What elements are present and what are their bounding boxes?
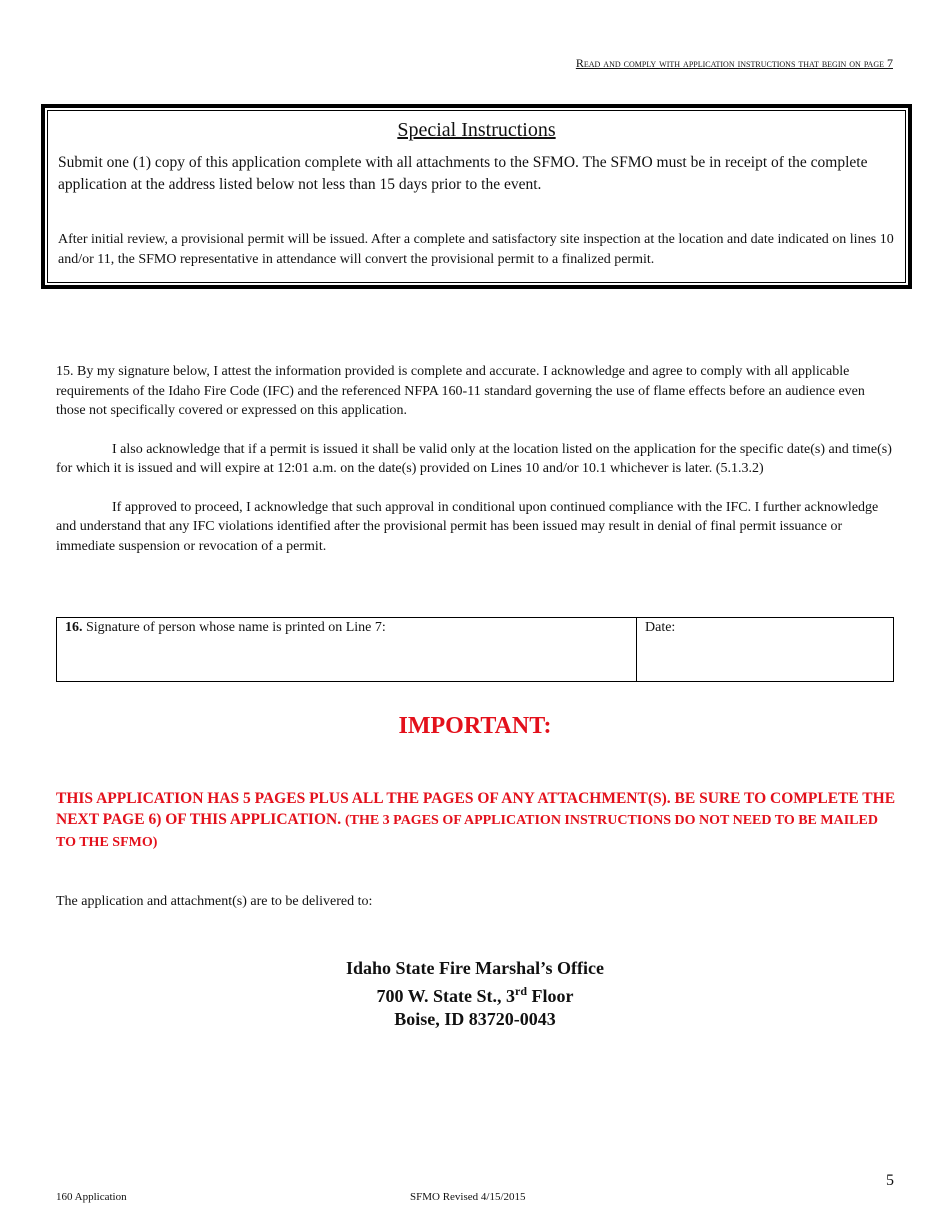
signature-table bbox=[56, 617, 894, 682]
attestation-paragraph-3: If approved to proceed, I acknowledge that such approval in conditional upon continued compliance with the IFC. I further acknowledge and understand that any IFC violations identified after the provisional permit has been issued may result in denial of final permit issuance or immediate suspension or revocation of a permit. bbox=[56, 499, 879, 554]
special-instructions-box bbox=[41, 104, 912, 289]
address-line-2: 700 W. State St., 3rd Floor bbox=[376, 984, 574, 1006]
instructions-reference-note: Read and comply with application instructions that begin on page 7 bbox=[575, 56, 893, 70]
important-warning bbox=[56, 788, 896, 853]
footer-revision: SFMO Revised 4/15/2015 bbox=[410, 1191, 526, 1203]
delivery-instructions: The application and attachment(s) are to be delivered to: bbox=[56, 894, 373, 909]
date-label: Date: bbox=[645, 620, 676, 635]
attestation-section bbox=[56, 362, 894, 575]
signature-field[interactable] bbox=[57, 618, 637, 681]
special-instructions-paragraph-1: Submit one (1) copy of this application complete with all attachments to the SFMO. The SFMO must be in receipt of the complete application at the address listed below not less than 15 days prior to the event. bbox=[58, 154, 868, 193]
signature-line-number: 16. bbox=[65, 620, 83, 635]
important-warning-main: THIS APPLICATION HAS 5 PAGES PLUS ALL THE PAGES OF ANY ATTACHMENT(S). BE SURE TO COMPLETE THE NEXT PAGE 6) OF THIS APPLICATION. bbox=[56, 790, 896, 828]
page-number: 5 bbox=[886, 1172, 894, 1189]
attestation-paragraph-1: 15. By my signature below, I attest the information provided is complete and accurate. I acknowledge and agree to comply with all applicable requirements of the Idaho Fire Code (IFC) and the referenced NFPA 160-11 standard governing the use of flame effects before an audience even those not specifically covered or expressed on this application. bbox=[56, 364, 865, 418]
special-instructions-title: Special Instructions bbox=[397, 119, 556, 141]
special-instructions-paragraph-2: After initial review, a provisional permit will be issued. After a complete and satisfactory site inspection at the location and date indicated on lines 10 and/or 11, the SFMO representative in attendance will convert the provisional permit to a finalized permit. bbox=[58, 232, 894, 267]
signature-label: Signature of person whose name is printed on Line 7: bbox=[86, 620, 386, 635]
attestation-paragraph-2: I also acknowledge that if a permit is issued it shall be valid only at the location listed on the application for the specific date(s) and time(s) for which it is issued and will expire at 12:01 a.m. on the date(s) provided on Lines 10 and/or 10.1 whichever is later. (5.1.3.2) bbox=[56, 441, 892, 476]
address-line-1: Idaho State Fire Marshal’s Office bbox=[346, 958, 604, 978]
footer-form-name: 160 Application bbox=[56, 1191, 127, 1203]
date-field[interactable] bbox=[637, 618, 893, 681]
important-warning-note: (THE 3 PAGES OF APPLICATION INSTRUCTIONS DO NOT NEED TO BE MAILED TO THE SFMO) bbox=[56, 813, 878, 850]
important-heading: IMPORTANT: bbox=[398, 713, 552, 739]
special-instructions-inner bbox=[47, 110, 906, 283]
address-line-3: Boise, ID 83720-0043 bbox=[394, 1009, 556, 1029]
mailing-address bbox=[0, 957, 950, 1031]
